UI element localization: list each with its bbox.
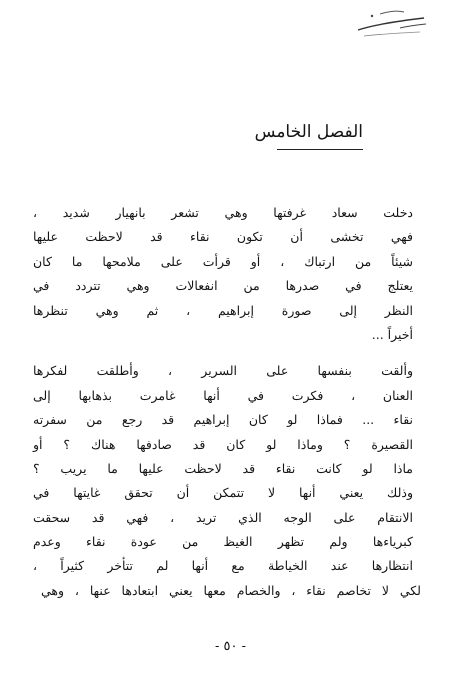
text-line: الانتقام على الوجه الذي تريد ، فهي قد سحقت bbox=[33, 509, 413, 525]
text-line: فهي تخشى أن تكون نقاء قد لاحظت عليها bbox=[33, 229, 413, 245]
text-line: القصيرة ؟ وماذا لو كان قد صادفها هناك ؟ أو bbox=[33, 436, 413, 452]
text-line: يعتلج في صدرها من انفعالات وهي تتردد في bbox=[33, 278, 413, 294]
title-underline bbox=[277, 149, 363, 150]
text-line: شيئاً من ارتباك ، أو قرأت على ملامحها ما كان bbox=[33, 253, 413, 269]
chapter-title: الفصل الخامس bbox=[254, 122, 363, 142]
text-line: لكي لا تخاصم نقاء ، والخصام معها يعني ابتعادها عنها ، وهي bbox=[41, 582, 421, 598]
text-line: دخلت سعاد غرفتها وهي تشعر بانهيار شديد ، bbox=[33, 205, 413, 220]
text-line: انتظارها عند الخياطة مع أنها لم تتأخر كثيراً ، bbox=[33, 558, 413, 574]
page-number: - ٥٠ - bbox=[214, 639, 247, 654]
paragraph-2 bbox=[33, 359, 421, 603]
text-line: نقاء ... فماذا لو كان إبراهيم قد رجع من سفرته bbox=[33, 412, 413, 428]
ink-mark-decoration bbox=[350, 8, 430, 42]
text-line: وذلك يعني أنها لا تتمكن أن تحقق غايتها في bbox=[33, 485, 413, 501]
text-line: أخيراً ... bbox=[371, 326, 413, 342]
text-line: ماذا لو كانت نقاء قد لاحظت عليها ما يريب ؟ bbox=[33, 460, 413, 476]
text-line: النظر إلى صورة إبراهيم ، ثم وهي تنظرها bbox=[33, 302, 413, 318]
text-line: وألقت بنفسها على السرير ، وأطلقت لفكرها bbox=[33, 363, 413, 379]
chapter-body bbox=[33, 201, 421, 603]
text-line: العنان ، فكرت في أنها غامرت بذهابها إلى bbox=[33, 387, 413, 403]
text-line: كبرياءها ولم تظهر الغيظ من عودة نقاء وعدم bbox=[33, 534, 413, 550]
paragraph-1 bbox=[33, 201, 413, 347]
